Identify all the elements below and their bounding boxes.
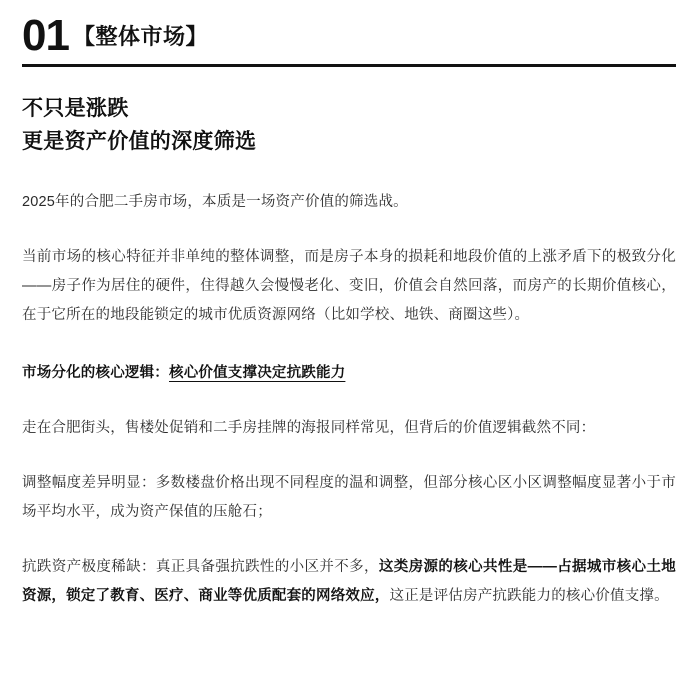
point-2-lead: 抗跌资产极度稀缺：真正具备强抗跌性的小区并不多， [22, 558, 379, 575]
page-title [22, 93, 676, 158]
body-paragraph-2: 走在合肥街头，售楼处促销和二手房挂牌的海报同样常见，但背后的价值逻辑截然不同： [22, 419, 596, 436]
section-number: 01 [22, 11, 69, 60]
point-1: 调整幅度差异明显：多数楼盘价格出现不同程度的温和调整，但部分核心区小区调整幅度显著小于市场平均水平，成为资产保值的压舱石； [22, 474, 676, 520]
logic-heading-plain: 市场分化的核心逻辑： [22, 365, 169, 382]
logic-heading-underlined: 核心价值支撑决定抗跌能力 [169, 365, 346, 382]
point-2-emphasis: 这类房源的核心共性是——占据城市核心土地资源，锁定了教育、医疗、商业等优质配套的网络效应， [22, 558, 676, 604]
section-title: 【整体市场】 [72, 23, 208, 49]
lede-paragraph: 2025年的合肥二手房市场，本质是一场资产价值的筛选战。 [22, 194, 408, 211]
headline-line-1: 不只是涨跌 [22, 97, 129, 120]
headline-line-2: 更是资产价值的深度筛选 [22, 129, 257, 153]
point-2-tail: 这正是评估房产抗跌能力的核心价值支撑。 [389, 587, 669, 604]
point-2 [22, 553, 676, 611]
body-paragraph-1: 当前市场的核心特征并非单纯的整体调整，而是房子本身的损耗和地段价值的上涨矛盾下的极致分化——房子作为居住的硬件，住得越久会慢慢老化、变旧，价值会自然回落，而房产的长期价值核心，在于它所在的地段能锁定的城市优质资源网络（比如学校、地铁、商圈这些）。 [22, 249, 676, 324]
section-header [22, 11, 676, 67]
logic-heading [22, 360, 676, 388]
